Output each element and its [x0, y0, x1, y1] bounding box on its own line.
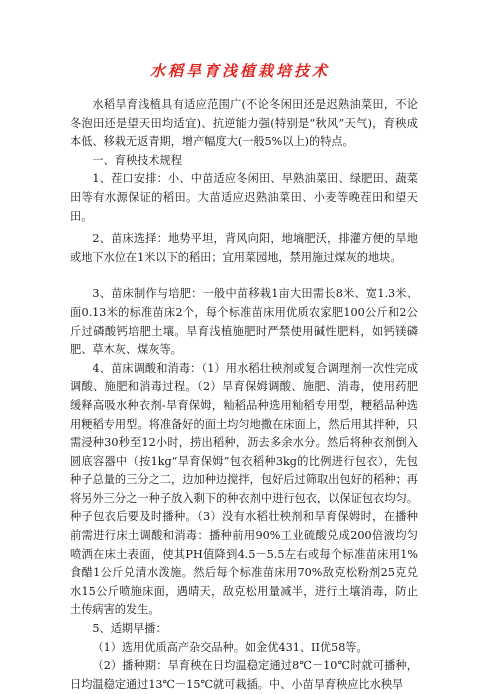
paragraph-variety: （1）选用优质高产杂交品种。如金优431、II优58等。	[92, 640, 368, 654]
document-body	[70, 96, 418, 694]
spacer	[70, 267, 418, 285]
paragraph-intro: 水稻旱育浅植具有适应范围广(不论冬闲田还是迟熟油菜田，不论冬泡田还是望天田均适宜)、抗逆能力强(特别是“秋风”天气)，育秧成本低、移栽无返青期，增产幅度大(一般5%以上)的特点。	[70, 98, 418, 149]
paragraph-sowing-date: （2）播种期：旱育秧在日均温稳定通过8℃－10℃时就可播种，日均温稳定通过13℃－15℃就可栽插。中、小苗旱育秧应比水秧旱	[70, 659, 418, 691]
paragraph-rotation: 1、茬口安排：小、中苗适应冬闲田、早熟油菜田、绿肥田、蔬菜田等有水源保证的稻田。大苗适应迟熟油菜田、小麦等晚茬田和望天田。	[70, 172, 418, 223]
paragraph-acid-disinfection: 4、苗床调酸和消毒：（1）用水稻壮秧剂或复合调理剂一次性完成调酸、施肥和消毒过程。（2）旱育保姆调酸、施肥、消毒，使用药肥缓释高吸水种衣剂-旱育保姆，籼稻品种选用籼稻专用型，粳稻品种选用粳稻专用型。将准备好的面土均匀地撒在床面上，然后用其拌种，只需浸种30秒至12小时，捞出稻种，沥去多余水分。然后将种衣剂倒入圆底容器中（按1kg“旱育保姆”包衣稻种3kg的比例进行包衣），先包种子总量的三分之二，边加种边搅拌，包好后过筛取出包好的稻种；再将另外三分之一种子放入剩下的种衣剂中进行包衣，以保证包衣均匀。种子包衣后要及时播种。（3）没有水稻壮秧剂和旱育保姆时，在播种前需进行床土调酸和消毒：播种前用90%工业硫酸兑成200倍液均匀喷洒在床土表面，使其PH值降到4.5－5.5左右或每个标准苗床用1%食醋1公斤兑清水泼施。然后每个标准苗床用70%敌克松粉剂25克兑水15公斤喷施床面，遇晴天，敌克松用量减半，进行土壤消毒，防止土传病害的发生。	[70, 361, 418, 617]
section-heading: 一、育秧技术规程	[92, 153, 182, 167]
paragraph-seedbed-preparation: 3、苗床制作与培肥：一般中苗移栽1亩大田需长8米、宽1.3米、面0.13米的标准苗床2个，每个标准苗床用优质农家肥100公斤和2公斤过磷酸钙培肥土壤。旱育浅植施肥时严禁使用碱性肥料，如钙镁磷肥、草木灰、煤灰等。	[70, 287, 418, 357]
document-title: 水稻旱育浅植栽培技术	[149, 62, 330, 80]
paragraph-early-sowing-heading: 5、适期早播：	[92, 622, 167, 636]
paragraph-seedbed-selection: 2、苗床选择：地势平坦，背风向阳，地墒肥沃，排灌方便的旱地或地下水位在1米以下的稻田；宜用菜园地，禁用施过煤灰的地块。	[70, 232, 418, 264]
